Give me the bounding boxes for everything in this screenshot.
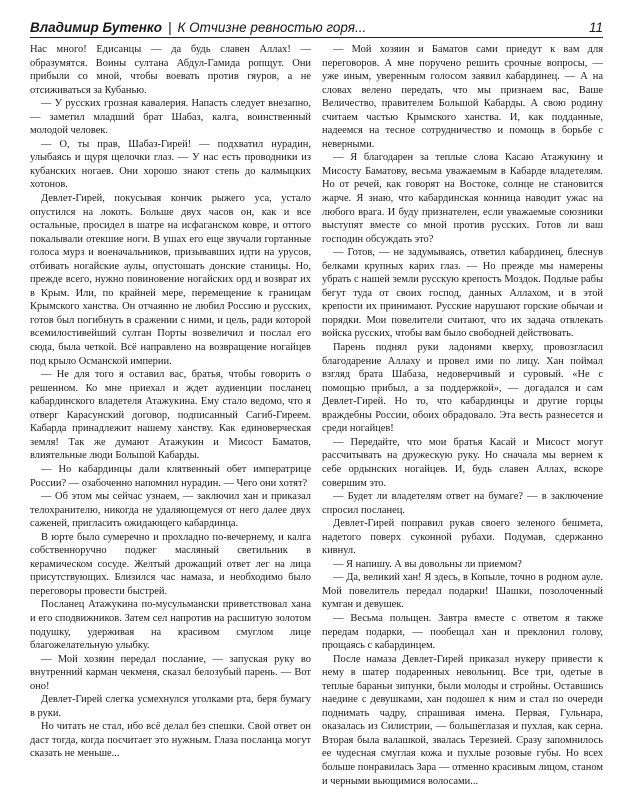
paragraph: Девлет-Гирей поправил рукав своего зеленого бешмета, надетого поверх суконной рубахи. Подумав, сдержанно кивнул. [322, 518, 603, 557]
paragraph: — Будет ли владетелям ответ на бумаге? — в заключение спросил посланец. [322, 491, 603, 516]
paragraph: — Мой хозяин передал послание, — запуская руку во внутренний карман чекменя, сказал белозубый парень. — Вот оно! [30, 653, 311, 692]
paragraph: — О, ты прав, Шабаз-Гирей! — подхватил нурадин, улыбаясь и щуря щелочки глаз. — У нас есть проводники из кубанских ногаев. Они хорошо знают степь до калмыцких хотонов. [30, 138, 311, 191]
paragraph: — Об этом мы сейчас узнаем, — заключил хан и приказал телохранителю, никогда не удаляющемуся от него далее двух саженей, пригласить ожидающего кабардинца. [30, 491, 311, 530]
paragraph: — Мой хозяин и Баматов сами приедут к вам для переговоров. А мне поручено решить срочные вопросы, — уже иным, уверенным голосом заявил кабардинец. — А на словах велено передать, что мы признаем вас, Ваше Величество, правителем Большой Кабарды. А свою родину считаем частью Крымского ханства. И, как подданные, надеемся на тесное сотрудничество и помощь в борьбе с неверными. [322, 44, 603, 150]
left-column [30, 43, 311, 788]
paragraph: В юрте было сумеречно и прохладно по-вечернему, и калга собственноручно поджег масляный светильник в керамическом сосуде. Желтый дрожащий ответ лег на лица присутствующих. Близился час намаза, и необходимо было переговоры провести быстрей. [30, 531, 311, 597]
header-title: К Отчизне ревностью горя... [177, 20, 367, 35]
running-header [30, 12, 603, 38]
paragraph: — Весьма польщен. Завтра вместе с ответом я также передам подарки, — пообещал хан и преклонил голову, прощаясь с кабардинцем. [322, 612, 603, 652]
paragraph: Девлет-Гирей слегка усмехнулся уголками рта, беря бумагу в руки. [30, 694, 311, 719]
paragraph: Парень поднял руки ладонями кверху, провозгласил благодарение Аллаху и провел ими по лицу. Хан поймал взгляд брата Шабаза, недоверчивый и суровый. «Не с помощью прибыл, а за поддержкой», — догадался и сам Девлет-Гирей. Но то, что кабардинцы и другие горцы враждебны России, обоих обрадовало. Эта весть разнесется и среди ногайцев! [322, 342, 603, 435]
paragraph: Нас много! Едисанцы — да будь славен Аллах! — образумятся. Воины султана Абдул-Гамида ропщут. Они прибыли со мной, чтобы воевать против гяуров, а не отсиживаться за Кубанью. [30, 44, 311, 96]
header-separator: | [167, 20, 172, 35]
paragraph: — Готов, — не задумываясь, ответил кабардинец, блеснув белками крупных карих глаз. — Но прежде мы намерены убрать с нашей земли русскую крепость Моздок. Подлые рабы бегут туда от своих господ, данных Аллахом, и в этой крепости их принимают. Русские нарушают горские обычаи и порядки. Мои повелители считают, что их задача отвлекать войска русских, чтобы вам было свободней действовать. [322, 247, 603, 340]
paragraph: Но читать не стал, ибо всё делал без спешки. Свой ответ он даст тогда, когда посчитает это нужным. Глаза посланца могут сказать не меньше... [30, 721, 311, 760]
paragraph: — Передайте, что мои братья Касай и Мисост могут рассчитывать на дружескую руку. Но сначала мы вернем к себе ордынских ногайцев. И, будь славен Аллах, вскоре совершим это. [322, 436, 603, 489]
page-number: 11 [588, 20, 603, 35]
paragraph: — Но кабардинцы дали клятвенный обет императрице России? — озабоченно напомнил нурадин. — Чего они хотят? [30, 463, 311, 489]
paragraph: — Да, великий хан! Я здесь, в Копыле, точно в родном ауле. Мой повелитель передал подарки! Шашки, позолоченный кумган и девушек. [322, 572, 603, 611]
paragraph: После намаза Девлет-Гирей приказал нукеру привести к нему в шатер подаренных невольниц. Все три, одетые в теплые бараньи зипунки, были молоды и стройны. Оставшись наедине с девушками, хан подошел к ним и стал по очереди поднимать чадру, спрашивая имена. Первая, Гульнара, оказалась из Силистрии, — большеглазая и пухлая, как серна. Вторая была валашкой, звалась Терезией. Сразу запомнилось ее чудесная смуглая кожа и пухлые розовые губы. Но всех больше понравилась Зара — отменно красивым лицом, станом и черными вьющимися волосами... [322, 653, 603, 787]
text-columns [30, 43, 603, 788]
header-author: Владимир Бутенко [30, 20, 162, 35]
paragraph: — У русских грозная кавалерия. Напасть следует внезапно, — заметил младший брат Шабаз, калга, воинственный молодой человек. [30, 98, 311, 137]
paragraph: — Я напишу. А вы довольны ли приемом? [333, 558, 522, 570]
paragraph: Посланец Атажукина по-мусульмански приветствовал хана и его сподвижников. Затем сел напротив на расшитую золотом подушку, удерживая на красивом смуглом лице благожелательную улыбку. [30, 599, 311, 652]
right-column [322, 43, 603, 788]
paragraph: — Не для того я оставил вас, братья, чтобы говорить о решенном. Ко мне приехал и ждет аудиенции посланец кабардинского владетеля Атажукина. Ему стало ведомо, что я отверг Карасунский договор, подписанный Сагиб-Гиреем. Кабарда принадлежит нашему ханству. Как единоверческая земля! Так же думают Атажукин и Мисост Баматов, влиятельные люди Большой Кабарды. [30, 369, 311, 462]
paragraph: Девлет-Гирей, покусывая кончик рыжего уса, устало опустился на локоть. Больше двух часов он, как и все остальные, просидел в шатре на исфаганском ковре, и оттого покалывали отекшие ноги. В ушах его еще звучали гортанные голоса мурз и военачальников, призывавших идти на урусов, отбивать ногайские аулы, опустошать донские станицы. Но, прежде всего, нужно повиновение ногайских орд и возврат их в Крым. Или, по крайней мере, перемещение к границам Крымского ханства. Он отчаянно не любил Россию и русских, готов был погибнуть в сражении с ними, и цель, ради которой всемилостивейший султан Порты возвеличил и послал его сюда, была четкой. Всё направлено на возвращение ногайцев под крыло Османской империи. [30, 193, 311, 367]
paragraph: — Я благодарен за теплые слова Касаю Атажукину и Мисосту Баматову, весьма уважаемым в Кабарде владетелям. Но от речей, как говорят на Востоке, солнце не становится жарче. Я знаю, что кабардинская конница наводит ужас на любого врага. И буду признателен, если уважаемые союзники выступят вместе со мной против русских. Готов ли ваш господин обсуждать это? [322, 152, 603, 245]
